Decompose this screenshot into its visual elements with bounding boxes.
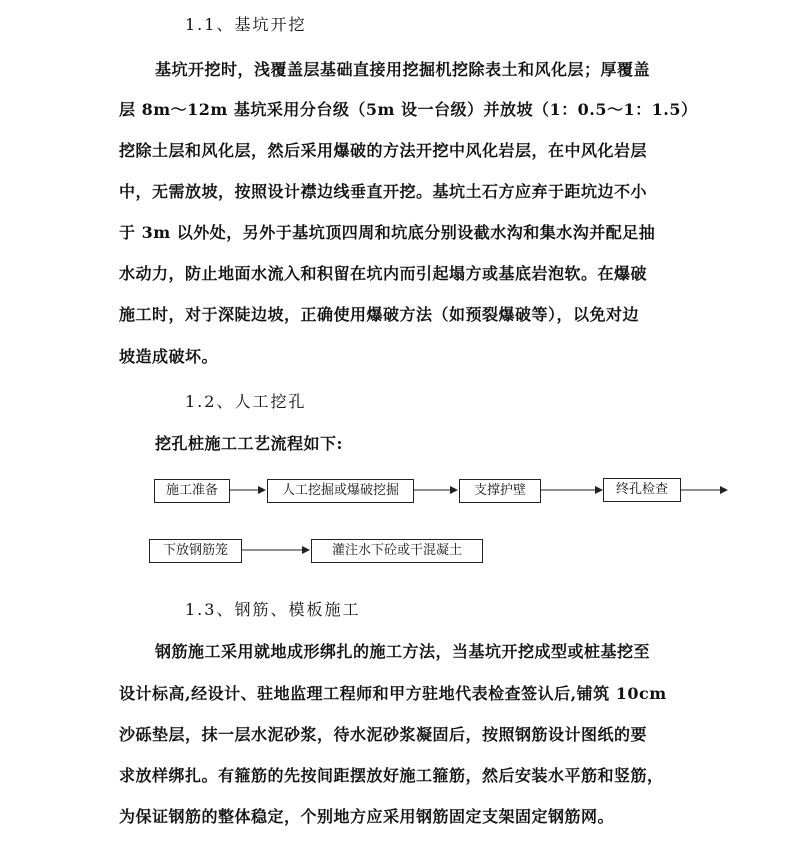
paragraph-line: 于 3m 以外处，另外于基坑顶四周和坑底分别设截水沟和集水沟并配足抽 [119,223,656,242]
paragraph-line: 沙砾垫层，抹一层水泥砂浆，待水泥砂浆凝固后，按照钢筋设计图纸的要 [119,725,648,744]
paragraph-line: 求放样绑扎。有箍筋的先按间距摆放好施工箍筋，然后安装水平筋和竖筋， [119,766,664,785]
flow-step-preparation: 施工准备 [154,479,230,503]
paragraph-line: 施工时，对于深陡边坡，正确使用爆破方法（如预裂爆破等），以免对边 [119,305,640,324]
paragraph-line: 中，无需放坡，按照设计襟边线垂直开挖。基坑土石方应弃于距坑边不小 [119,182,648,201]
flow-step-support-wall: 支撑护壁 [459,479,541,503]
paragraph-line: 挖除土层和风化层，然后采用爆破的方法开挖中风化岩层，在中风化岩层 [119,141,648,160]
section-heading-excavation: 1.1、基坑开挖 [185,15,307,34]
paragraph-line: 水动力，防止地面水流入和积留在坑内而引起塌方或基底岩泡软。在爆破 [119,264,648,283]
paragraph-line: 设计标高,经设计、驻地监理工程师和甲方驻地代表检查签认后,铺筑 10cm [119,684,667,703]
section-heading-rebar-formwork: 1.3、钢筋、模板施工 [185,600,361,619]
flow-step-place-cage: 下放钢筋笼 [149,539,242,563]
paragraph-line: 层 8m～12m 基坑采用分台级（5m 设一台级）并放坡（1：0.5～1：1.5） [119,100,698,119]
flow-intro-text: 挖孔桩施工工艺流程如下: [155,434,343,453]
paragraph-line: 钢筋施工采用就地成形绑扎的施工方法，当基坑开挖成型或桩基挖至 [155,642,651,661]
section-heading-manual-digging: 1.2、人工挖孔 [185,392,307,411]
flow-step-final-check: 终孔检查 [603,478,681,502]
flow-step-pour-concrete: 灌注水下砼或干混凝土 [311,539,483,563]
paragraph-line: 坡造成破坏。 [119,347,219,366]
paragraph-line: 为保证钢筋的整体稳定，个别地方应采用钢筋固定支架固定钢筋网。 [119,807,615,826]
flow-step-digging: 人工挖掘或爆破挖掘 [267,479,414,503]
paragraph-line: 基坑开挖时，浅覆盖层基础直接用挖掘机挖除表土和风化层；厚覆盖 [155,60,651,79]
